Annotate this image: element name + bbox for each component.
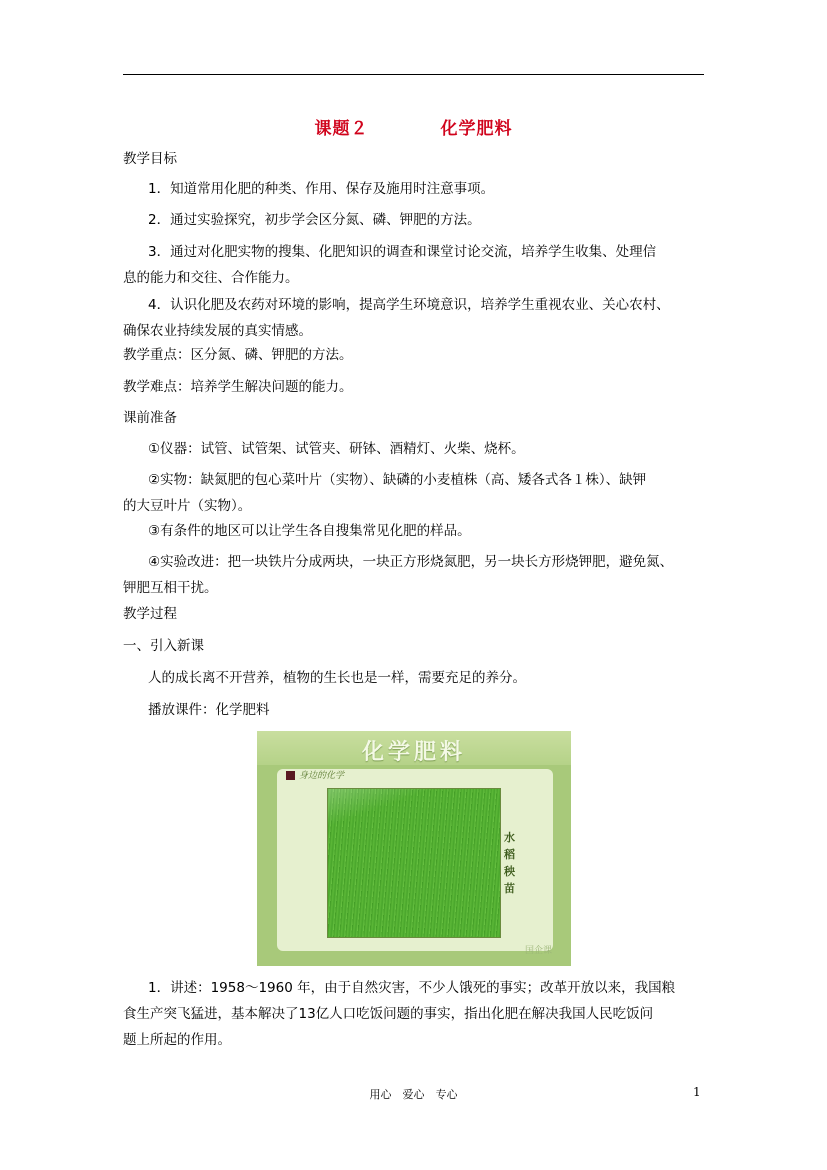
goal-4-line-2: 确保农业持续发展的真实情感。 — [123, 323, 312, 339]
page-title: 课题２ 化学肥料 — [314, 119, 513, 139]
goals-heading: 教学目标 — [123, 151, 177, 167]
slide-caption: 水稻秧苗 — [504, 831, 515, 895]
slide-title: 化学肥料 — [361, 740, 466, 765]
intro-text: 人的成长离不开营养，植物的生长也是一样，需要充足的养分。 — [148, 670, 526, 686]
prep-2-line-2: 的大豆叶片（实物）。 — [123, 498, 252, 514]
talk-line-3: 题上所起的作用。 — [123, 1032, 231, 1048]
prep-4-line-2: 钾肥互相干扰。 — [123, 580, 218, 596]
slide-banner — [257, 731, 571, 765]
key-point: 教学重点：区分氮、磷、钾肥的方法。 — [123, 347, 353, 363]
prep-4 — [123, 549, 674, 601]
prep-3: ③有条件的地区可以让学生各自搜集常见化肥的样品。 — [148, 523, 471, 539]
courseware-slide — [257, 731, 571, 966]
prep-2-line-1: ②实物：缺氮肥的包心菜叶片（实物）、缺磷的小麦植株（高、矮各式各１株）、缺钾 — [148, 472, 647, 488]
prep-2 — [123, 467, 647, 519]
book-icon — [286, 771, 295, 780]
play-courseware: 播放课件：化学肥料 — [148, 702, 270, 718]
prep-heading: 课前准备 — [123, 410, 177, 426]
part-1-heading: 一、引入新课 — [123, 638, 204, 654]
header-rule — [123, 74, 704, 75]
difficulty: 教学难点：培养学生解决问题的能力。 — [123, 379, 353, 395]
goal-4-line-1: 4．认识化肥及农药对环境的影响，提高学生环境意识，培养学生重视农业、关心农村、 — [148, 297, 670, 313]
goal-3-line-1: 3．通过对化肥实物的搜集、化肥知识的调查和课堂讨论交流，培养学生收集、处理信 — [148, 244, 657, 260]
footer-motto: 用心 爱心 专心 — [369, 1088, 458, 1101]
goal-3 — [123, 239, 657, 291]
goal-4 — [123, 292, 670, 344]
process-heading: 教学过程 — [123, 606, 177, 622]
slide-logo: 国企课 — [525, 946, 553, 956]
slide-tag: 身边的化学 — [299, 771, 345, 781]
prep-1: ①仪器：试管、试管架、试管夹、研钵、酒精灯、火柴、烧杯。 — [148, 441, 525, 457]
talk-line-1: 1．讲述：1958～1960 年，由于自然灾害，不少人饿死的事实；改革开放以来，我国粮 — [148, 980, 676, 996]
rice-seedling-photo — [327, 788, 501, 938]
talk-line-2: 食生产突飞猛进，基本解决了13亿人口吃饭问题的事实，指出化肥在解决我国人民吃饭问 — [123, 1006, 654, 1022]
goal-3-line-2: 息的能力和交往、合作能力。 — [123, 270, 299, 286]
goal-1: 1．知道常用化肥的种类、作用、保存及施用时注意事项。 — [148, 181, 495, 197]
prep-4-line-1: ④实验改进：把一块铁片分成两块，一块正方形烧氮肥，另一块长方形烧钾肥，避免氮、 — [148, 554, 674, 570]
talk-paragraph — [123, 975, 676, 1053]
page-number: 1 — [693, 1085, 701, 1099]
goal-2: 2．通过实验探究，初步学会区分氮、磷、钾肥的方法。 — [148, 212, 481, 228]
